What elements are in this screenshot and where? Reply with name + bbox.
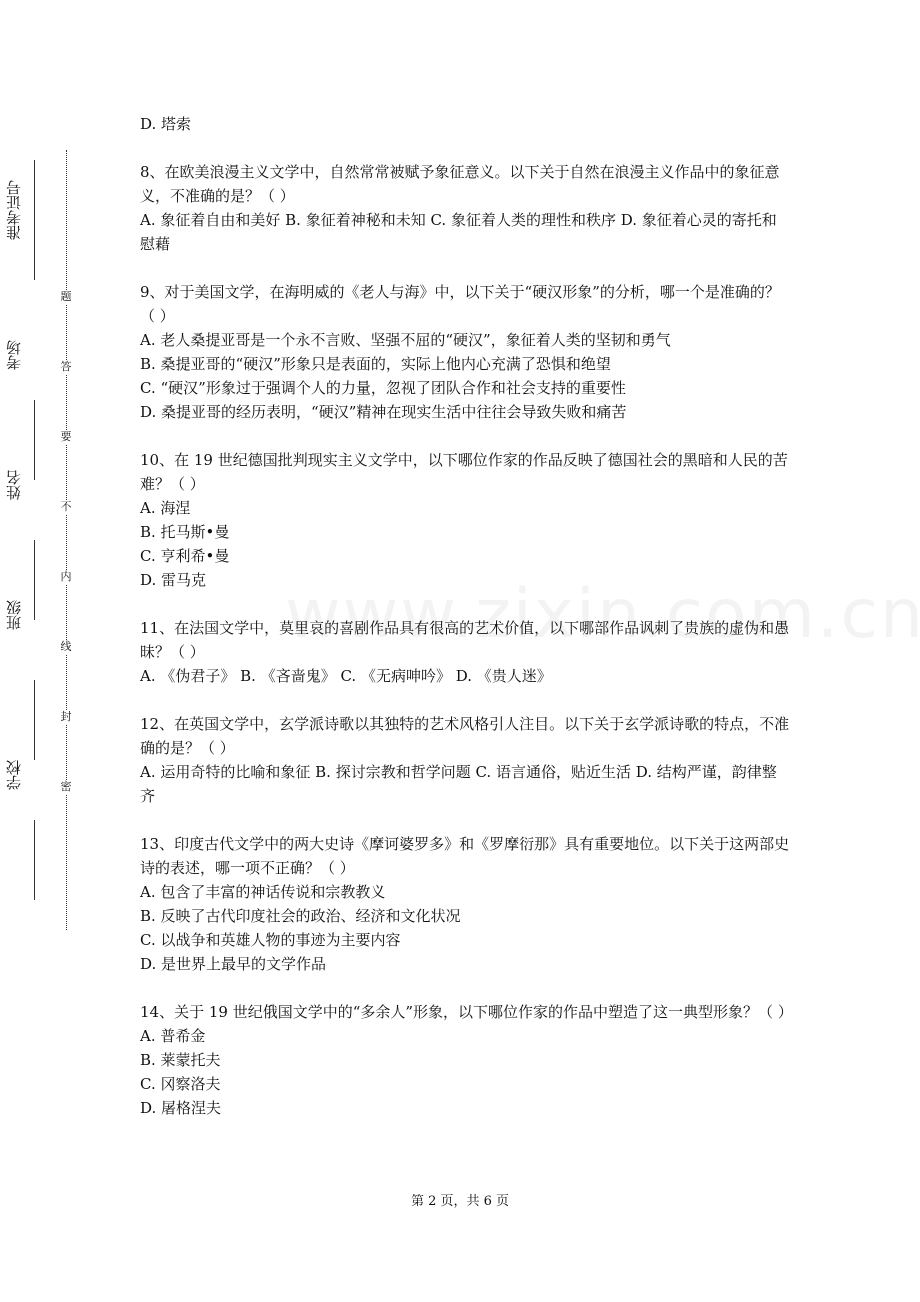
option-line: A. 普希金 <box>140 1027 206 1045</box>
field-class: 班级 <box>4 600 23 630</box>
fill-line-2 <box>34 400 35 480</box>
question-stem: 11、在法国文学中，莫里哀的喜剧作品具有很高的艺术价值，以下哪部作品讽刺了贵族的虚伪和愚昧？（ ） <box>140 619 790 661</box>
seal-dotted-line <box>66 150 67 930</box>
question-10 <box>140 448 790 592</box>
option-line: A. 老人桑提亚哥是一个永不言败、坚强不屈的“硬汉”，象征着人类的坚韧和勇气 <box>140 331 671 349</box>
question-8 <box>140 160 790 256</box>
question-12 <box>140 712 790 808</box>
option-line: A. 包含了丰富的神话传说和宗教教义 <box>140 883 386 901</box>
seal-char: 不 <box>58 500 74 514</box>
field-exam-id: 准考证号 <box>4 180 23 240</box>
seal-char: 线 <box>58 640 74 654</box>
seal-char: 内 <box>58 570 74 584</box>
option-line: C. 冈察洛夫 <box>140 1075 221 1093</box>
option-line: D. 是世界上最早的文学作品 <box>140 955 327 973</box>
fill-line-top <box>34 160 35 280</box>
question-9 <box>140 280 790 424</box>
previous-question-tail <box>140 112 790 136</box>
seal-char: 封 <box>58 710 74 724</box>
question-stem: 8、在欧美浪漫主义文学中，自然常常被赋予象征意义。以下关于自然在浪漫主义作品中的象征意义，不准确的是？（ ） <box>140 163 780 205</box>
seal-char: 题 <box>58 290 74 304</box>
field-name: 姓名 <box>4 470 23 500</box>
option-line: A. 象征着自由和美好 B. 象征着神秘和未知 C. 象征着人类的理性和秩序 D. 象征着心灵的寄托和慰藉 <box>140 211 777 253</box>
option-line: D. 屠格涅夫 <box>140 1099 222 1117</box>
option-line: D. 桑提亚哥的经历表明，“硬汉”精神在现实生活中往往会导致失败和痛苦 <box>140 403 627 421</box>
page-number: 第 2 页，共 6 页 <box>410 1194 510 1209</box>
option-line: C. 亨利希•曼 <box>140 547 230 565</box>
option-line: B. 托马斯•曼 <box>140 523 230 541</box>
seal-char: 答 <box>58 360 74 374</box>
option-line: D. 塔索 <box>140 115 192 133</box>
question-13 <box>140 832 790 976</box>
option-line: A. 海涅 <box>140 499 191 517</box>
question-stem: 9、对于美国文学，在海明威的《老人与海》中，以下关于“硬汉形象”的分析，哪一个是准确的？（ ） <box>140 283 780 325</box>
option-line: B. 反映了古代印度社会的政治、经济和文化状况 <box>140 907 461 925</box>
option-line: A. 《伪君子》 B. 《吝啬鬼》 C. 《无病呻吟》 D. 《贵人迷》 <box>140 667 552 685</box>
fill-line-3 <box>34 540 35 620</box>
question-stem: 10、在 19 世纪德国批判现实主义文学中，以下哪位作家的作品反映了德国社会的黑暗和人民的苦难？（ ） <box>140 451 788 493</box>
field-school: 学校 <box>4 760 23 790</box>
option-line: D. 雷马克 <box>140 571 207 589</box>
seal-char: 要 <box>58 430 74 444</box>
option-line: C. 以战争和英雄人物的事迹为主要内容 <box>140 931 401 949</box>
option-line: B. 桑提亚哥的“硬汉”形象只是表面的，实际上他内心充满了恐惧和绝望 <box>140 355 611 373</box>
question-11 <box>140 616 790 688</box>
fill-line-4 <box>34 680 35 760</box>
question-stem: 12、在英国文学中，玄学派诗歌以其独特的艺术风格引人注目。以下关于玄学派诗歌的特点，不准确的是？（ ） <box>140 715 790 757</box>
question-14 <box>140 1000 793 1120</box>
question-stem: 13、印度古代文学中的两大史诗《摩诃婆罗多》和《罗摩衍那》具有重要地位。以下关于这两部史诗的表述，哪一项不正确？（ ） <box>140 835 790 877</box>
seal-char: 密 <box>58 780 74 794</box>
field-exam-room: 考场 <box>4 340 23 370</box>
option-line: A. 运用奇特的比喻和象征 B. 探讨宗教和哲学问题 C. 语言通俗，贴近生活 D. 结构严谨，韵律整齐 <box>140 763 777 805</box>
fill-line-5 <box>34 820 35 900</box>
option-line: C. “硬汉”形象过于强调个人的力量，忽视了团队合作和社会支持的重要性 <box>140 379 626 397</box>
question-stem: 14、关于 19 世纪俄国文学中的“多余人”形象，以下哪位作家的作品中塑造了这一典型形象？（ ） <box>140 1003 793 1021</box>
option-line: B. 莱蒙托夫 <box>140 1051 221 1069</box>
question-list <box>140 112 793 1144</box>
